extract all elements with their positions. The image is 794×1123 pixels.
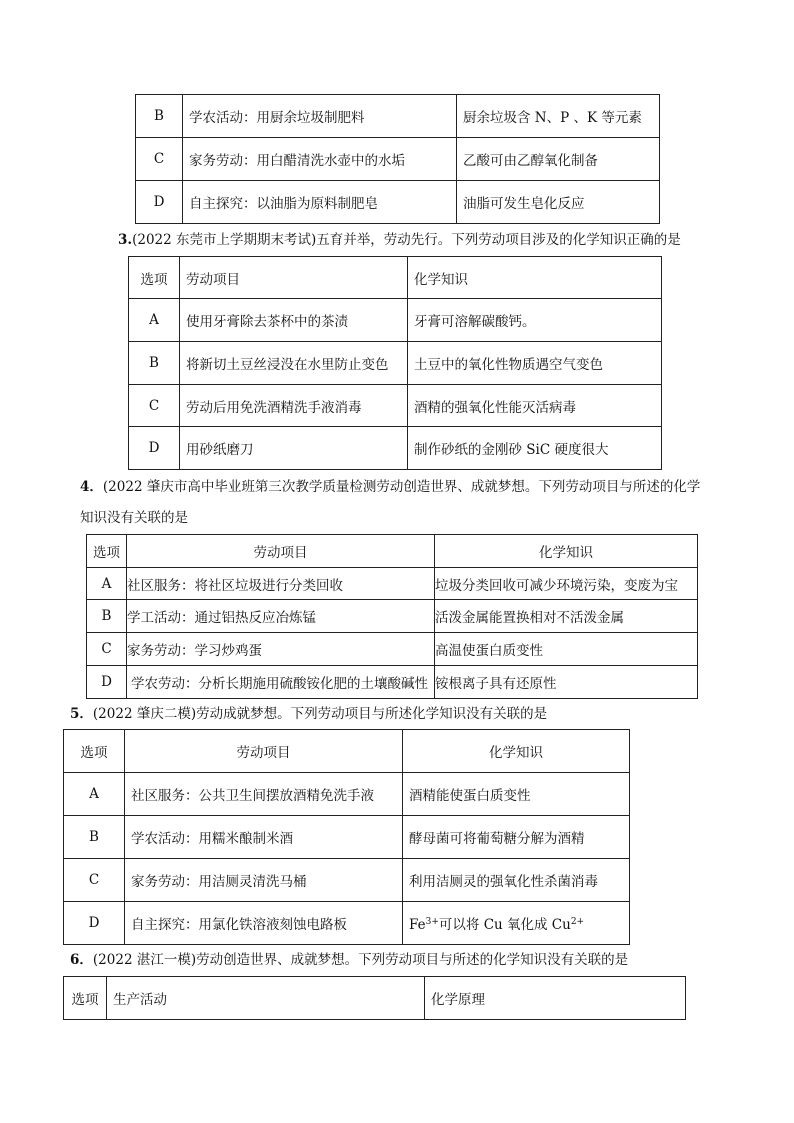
table-q2-continuation bbox=[135, 94, 660, 224]
knowledge-cell: 酒精能使蛋白质变性 bbox=[403, 773, 630, 816]
header-option: 选项 bbox=[129, 257, 180, 299]
knowledge-cell bbox=[403, 902, 630, 945]
option-cell: B bbox=[129, 342, 180, 385]
option-cell: B bbox=[64, 816, 125, 859]
knowledge-text: 可以将 Cu 氧化成 Cu bbox=[438, 917, 571, 933]
option-cell: C bbox=[87, 633, 127, 666]
knowledge-cell: 土豆中的氧化性物质遇空气变色 bbox=[408, 342, 662, 385]
item-cell: 用砂纸磨刀 bbox=[180, 427, 408, 470]
knowledge-cell: 酵母菌可将葡萄糖分解为酒精 bbox=[403, 816, 630, 859]
header-option: 选项 bbox=[87, 535, 127, 568]
table-q3 bbox=[128, 256, 662, 470]
option-cell: D bbox=[87, 666, 127, 699]
knowledge-cell: 活泼金属能置换相对不活泼金属 bbox=[435, 600, 698, 633]
item-cell: 学农活动：用糯米酿制米酒 bbox=[125, 816, 403, 859]
table-row bbox=[136, 138, 660, 181]
question-text: 知识没有关联的是 bbox=[80, 510, 188, 526]
question-number: 3. bbox=[118, 232, 133, 248]
question-4-stem-line2 bbox=[80, 508, 188, 528]
question-number: 4． bbox=[80, 479, 103, 495]
table-header-row bbox=[64, 977, 686, 1020]
header-item: 劳动项目 bbox=[125, 730, 403, 773]
fe-charge: 3+ bbox=[425, 917, 439, 927]
table-header-row bbox=[64, 730, 630, 773]
knowledge-cell: 利用洁厕灵的强氧化性杀菌消毒 bbox=[403, 859, 630, 902]
table-row bbox=[136, 95, 660, 138]
option-cell: C bbox=[64, 859, 125, 902]
item-cell: 使用牙膏除去茶杯中的茶渍 bbox=[180, 299, 408, 342]
knowledge-cell: 铵根离子具有还原性 bbox=[435, 666, 698, 699]
header-knowledge: 化学知识 bbox=[403, 730, 630, 773]
item-cell: 自主探究：以油脂为原料制肥皂 bbox=[183, 181, 457, 224]
table-row bbox=[136, 181, 660, 224]
option-cell: A bbox=[129, 299, 180, 342]
question-5-stem bbox=[70, 704, 547, 724]
question-text: (2022 湛江一模)劳动创造世界、成就梦想。下列劳动项目与所述的化学知识没有关联的是 bbox=[92, 952, 629, 968]
question-number: 6． bbox=[70, 952, 93, 968]
knowledge-cell: 厨余垃圾含 N、P 、K 等元素 bbox=[457, 95, 660, 138]
table-header-row bbox=[87, 535, 698, 568]
knowledge-cell: 制作砂纸的金刚砂 SiC 硬度很大 bbox=[408, 427, 662, 470]
table-row bbox=[87, 633, 698, 666]
knowledge-cell: 高温使蛋白质变性 bbox=[435, 633, 698, 666]
header-item: 劳动项目 bbox=[127, 535, 435, 568]
header-item: 劳动项目 bbox=[180, 257, 408, 299]
item-cell: 学工活动：通过铝热反应冶炼锰 bbox=[127, 600, 435, 633]
table-row bbox=[64, 902, 630, 945]
item-cell: 社区服务：将社区垃圾进行分类回收 bbox=[127, 568, 435, 600]
table-row bbox=[64, 816, 630, 859]
cu-charge: 2+ bbox=[570, 917, 585, 927]
item-cell: 劳动后用免洗酒精洗手液消毒 bbox=[180, 385, 408, 427]
item-cell: 学农活动：用厨余垃圾制肥料 bbox=[183, 95, 457, 138]
option-cell: C bbox=[136, 138, 183, 181]
table-row bbox=[64, 859, 630, 902]
question-text: (2022 肇庆二模)劳动成就梦想。下列劳动项目与所述化学知识没有关联的是 bbox=[92, 706, 548, 722]
knowledge-cell: 油脂可发生皂化反应 bbox=[457, 181, 660, 224]
question-4-stem-line1 bbox=[80, 477, 700, 497]
option-cell: A bbox=[87, 568, 127, 600]
option-cell: D bbox=[64, 902, 125, 945]
table-row bbox=[87, 600, 698, 633]
option-cell: D bbox=[129, 427, 180, 470]
header-knowledge: 化学知识 bbox=[408, 257, 662, 299]
table-q5 bbox=[63, 729, 630, 945]
table-row bbox=[87, 666, 698, 699]
knowledge-cell: 酒精的强氧化性能灭活病毒 bbox=[408, 385, 662, 427]
knowledge-cell: 垃圾分类回收可减少环境污染，变废为宝 bbox=[435, 568, 698, 600]
item-cell: 家务劳动：用洁厕灵清洗马桶 bbox=[125, 859, 403, 902]
item-cell: 自主探究：用氯化铁溶液刻蚀电路板 bbox=[125, 902, 403, 945]
header-option: 选项 bbox=[64, 730, 125, 773]
question-number: 5． bbox=[70, 706, 93, 722]
table-row bbox=[129, 385, 662, 427]
item-cell: 家务劳动：用白醋清洗水壶中的水垢 bbox=[183, 138, 457, 181]
option-cell: B bbox=[136, 95, 183, 138]
knowledge-cell: 乙酸可由乙醇氧化制备 bbox=[457, 138, 660, 181]
option-cell: B bbox=[87, 600, 127, 633]
table-q4 bbox=[86, 534, 698, 699]
table-q6 bbox=[63, 976, 686, 1020]
table-row bbox=[87, 568, 698, 600]
table-row bbox=[129, 299, 662, 342]
item-cell: 社区服务：公共卫生间摆放酒精免洗手液 bbox=[125, 773, 403, 816]
fe-symbol: Fe bbox=[409, 917, 426, 933]
table-row bbox=[129, 342, 662, 385]
question-text: (2022 东莞市上学期期末考试)五育并举，劳动先行。下列劳动项目涉及的化学知识正确的是 bbox=[132, 232, 681, 248]
question-6-stem bbox=[70, 950, 628, 970]
table-row bbox=[129, 427, 662, 470]
header-option: 选项 bbox=[64, 977, 107, 1020]
header-activity: 生产活动 bbox=[107, 977, 425, 1020]
option-cell: A bbox=[64, 773, 125, 816]
question-text: (2022 肇庆市高中毕业班第三次教学质量检测劳动创造世界、成就梦想。下列劳动项目与所述的化学 bbox=[102, 479, 701, 495]
item-cell: 家务劳动：学习炒鸡蛋 bbox=[127, 633, 435, 666]
item-cell: 学农劳动：分析长期施用硫酸铵化肥的土壤酸碱性 bbox=[127, 666, 435, 699]
question-3-stem bbox=[118, 230, 681, 250]
item-cell: 将新切土豆丝浸没在水里防止变色 bbox=[180, 342, 408, 385]
knowledge-cell: 牙膏可溶解碳酸钙。 bbox=[408, 299, 662, 342]
table-row bbox=[64, 773, 630, 816]
header-principle: 化学原理 bbox=[425, 977, 686, 1020]
table-header-row bbox=[129, 257, 662, 299]
header-knowledge: 化学知识 bbox=[435, 535, 698, 568]
option-cell: C bbox=[129, 385, 180, 427]
option-cell: D bbox=[136, 181, 183, 224]
